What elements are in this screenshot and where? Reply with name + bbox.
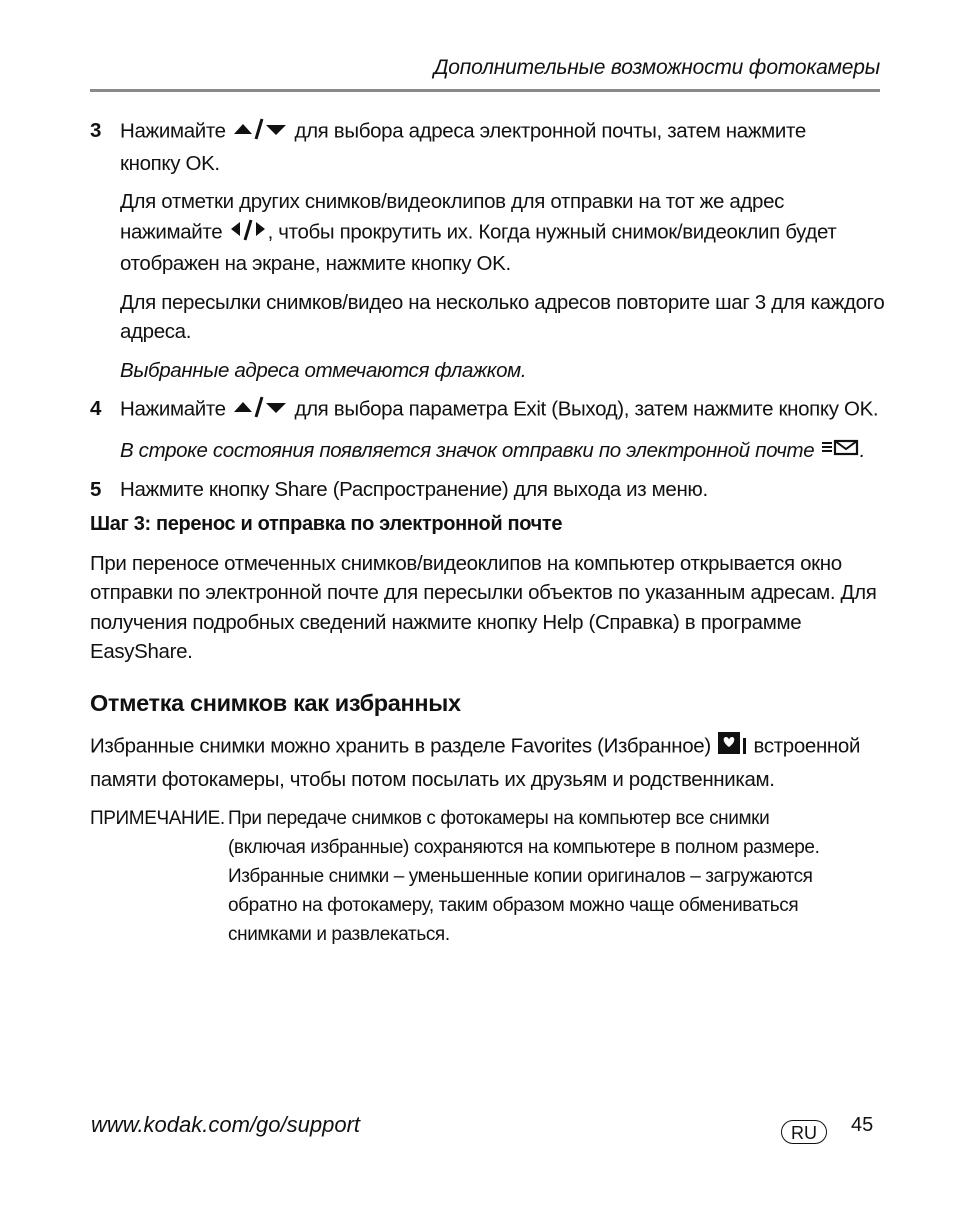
step-3-result: Выбранные адреса отмечаются флажком. <box>120 358 527 382</box>
support-url[interactable]: www.kodak.com/go/support <box>91 1112 361 1137</box>
note-text: При передаче снимков с фотокамеры на компьютер все снимки (включая избранные) сохраняются на компьютере в полном размере. Избранные снимки – уменьшенные копии оригиналов – загружаются обратно на фотокамеру, таким образом можно чаще обмениваться снимками и развлекаться. <box>228 808 820 946</box>
page-header: Дополнительные возможности фотокамеры <box>433 56 880 79</box>
up-down-arrow-icon <box>231 394 289 427</box>
email-status-icon <box>820 436 860 466</box>
subsection-body: При переносе отмеченных снимков/видеоклипов на компьютер открывается окно отправки по электронной почте для пересылки объектов по указанным адресам. Для получения подробных сведений нажмите кнопку Help (Справка) в программе EasyShare. <box>90 551 877 664</box>
step-4-result <box>120 436 890 466</box>
section-text: Избранные снимки можно хранить в разделе Favorites (Избранное) <box>90 735 711 758</box>
step-3-instruction <box>120 116 890 178</box>
step-4-instruction <box>120 394 890 427</box>
step-3-multi-address: Для пересылки снимков/видео на несколько адресов повторите шаг 3 для каждого адреса. <box>120 290 885 343</box>
step-text: , чтобы прокрутить их. Когда нужный снимок/видеоклип будет <box>267 220 837 244</box>
left-right-arrow-icon <box>228 217 268 250</box>
page-content <box>90 116 890 949</box>
step-text: Нажимайте <box>120 119 226 143</box>
step-text: для выбора параметра Exit (Выход), затем нажмите кнопку OK. <box>294 397 879 421</box>
language-badge: RU <box>781 1120 827 1144</box>
step-5-instruction: Нажмите кнопку Share (Распространение) для выхода из меню. <box>120 477 708 501</box>
note-label: ПРИМЕЧАНИЕ. <box>90 808 225 830</box>
step-number: 3 <box>90 119 102 142</box>
subsection-title: Шаг 3: перенос и отправка по электронной почте <box>90 513 563 536</box>
step-text: Для отметки других снимков/видеоклипов для отправки на тот же адрес <box>120 190 785 213</box>
header-divider <box>90 89 880 92</box>
note <box>90 804 890 949</box>
step-5 <box>90 475 890 505</box>
page-number: 45 <box>851 1114 874 1136</box>
step-3-scroll-info <box>120 187 890 279</box>
step-number: 4 <box>90 397 102 420</box>
step-text: В строке состояния появляется значок отправки по электронной почте <box>120 438 815 462</box>
favorites-icon <box>716 730 748 765</box>
step-number: 5 <box>90 477 102 501</box>
step-text: для выбора адреса электронной почты, затем нажмите <box>294 119 806 143</box>
step-text: кнопку OK. <box>120 151 220 175</box>
step-3 <box>90 116 890 385</box>
section-text: встроенной памяти фотокамеры, чтобы потом посылать их друзьям и родственникам. <box>90 735 861 791</box>
step-text: отображен на экране, нажмите кнопку OK. <box>120 252 511 275</box>
up-down-arrow-icon <box>231 116 289 149</box>
step-text: Нажимайте <box>120 397 226 421</box>
section-title: Отметка снимков как избранных <box>90 689 461 716</box>
step-text: нажимайте <box>120 220 223 244</box>
section-body <box>90 730 890 794</box>
step-4 <box>90 394 890 466</box>
step-text: . <box>859 438 865 462</box>
